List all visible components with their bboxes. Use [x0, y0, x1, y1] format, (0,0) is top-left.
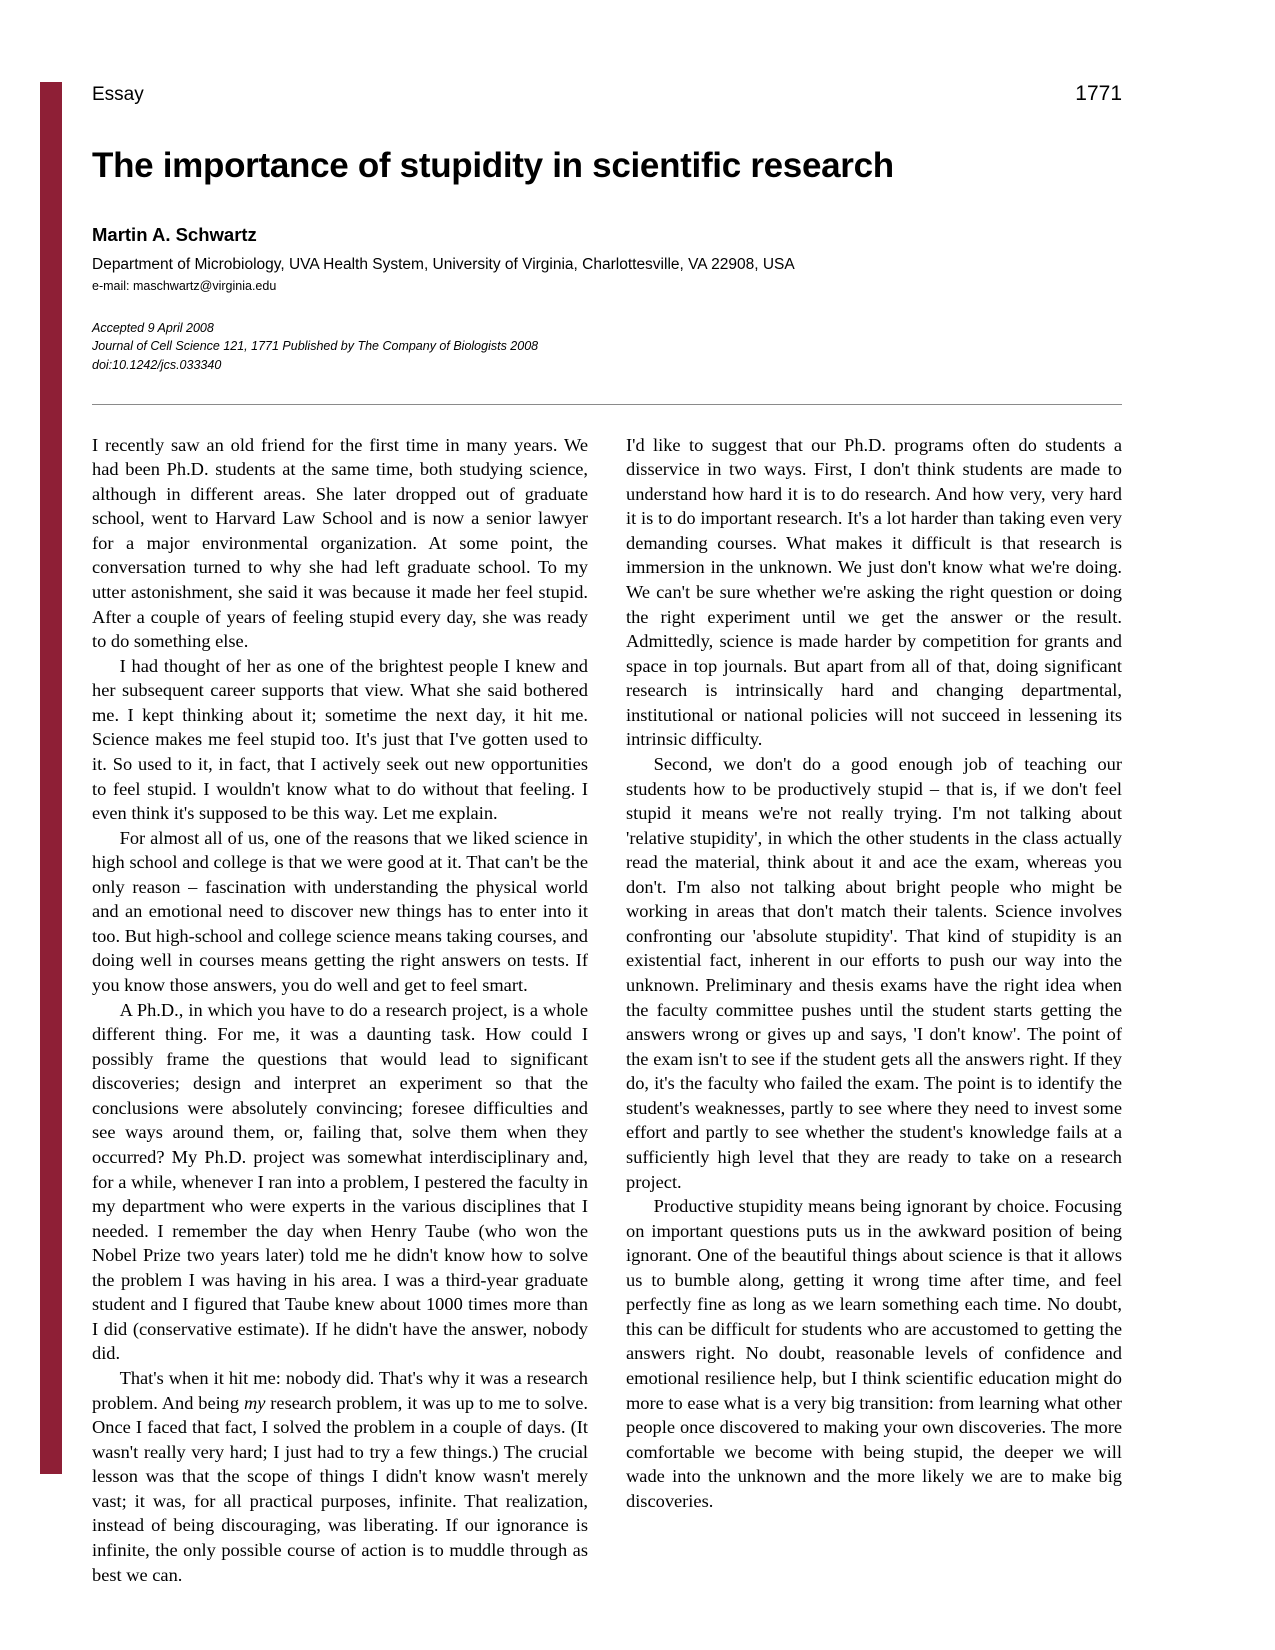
- running-head: [92, 82, 1122, 108]
- header-divider: [92, 404, 1122, 405]
- paragraph: I recently saw an old friend for the first time in many years. We had been Ph.D. students at the same time, both studying science, although in different areas. She later dropped out of graduate school, went to Harvard Law School and is now a senior lawyer for a major environmental organization. At some point, the conversation turned to why she had left graduate school. To my utter astonishment, she said it was because it made her feel stupid. After a couple of years of feeling stupid every day, she was ready to do something else.: [92, 434, 588, 652]
- accepted-date: Accepted 9 April 2008: [92, 321, 214, 336]
- page-title: The importance of stupidity in scientific research: [92, 146, 894, 185]
- paragraph: I had thought of her as one of the brightest people I knew and her subsequent career supports that view. What she said bothered me. I kept thinking about it; sometime the next day, it hit me. Science makes me feel stupid too. It's just that I've gotten used to it. So used to it, in fact, that I actively seek out new opportunities to feel stupid. I wouldn't know what to do without that feeling. I even think it's supposed to be this way. Let me explain.: [92, 655, 588, 824]
- paragraph: For almost all of us, one of the reasons that we liked science in high school and college is that we were good at it. That can't be the only reason – fascination with understanding the physical world and an emotional need to discover new things has to enter into it too. But high-school and college science means taking courses, and doing well in courses means getting the right answers on tests. If you know those answers, you do well and get to feel smart.: [92, 827, 588, 995]
- paragraph: That's when it hit me: nobody did. That's why it was a research problem. And being my research problem, it was up to me to solve. Once I faced that fact, I solved the problem in a couple of days. (It wasn't really very hard; I just had to try a few things.) The crucial lesson was that the scope of things I didn't know wasn't merely vast; it was, for all practical purposes, infinite. That realization, instead of being discouraging, was liberating. If our ignorance is infinite, the only possible course of action is to muddle through as best we can.: [92, 1368, 588, 1585]
- section-label: Essay: [92, 84, 144, 105]
- journal-spine-label-container: [40, 660, 93, 1320]
- paragraph: I'd like to suggest that our Ph.D. programs often do students a disservice in two ways. First, I don't think students are made to understand how hard it is to do research. And how very, very hard it is to do important research. It's a lot harder than taking even very demanding courses. What makes it difficult is that research is immersion in the unknown. We just don't know what we're doing. We can't be sure whether we're asking the right question or doing the right experiment until we get the answer or the result. Admittedly, science is made harder by competition for grants and space in top journals. But apart from all of that, doing significant research is intrinsically hard and changing departmental, institutional or national policies will not succeed in lessening its intrinsic difficulty.: [626, 434, 1122, 750]
- author-name: Martin A. Schwartz: [92, 224, 257, 246]
- page-folio: 1771: [1075, 82, 1122, 105]
- right-column: [626, 433, 1122, 1587]
- paragraph: Second, we don't do a good enough job of teaching our students how to be productively stupid – that is, if we don't feel stupid it means we're not really trying. I'm not talking about 'relative stupidity', in which the other students in the class actually read the material, think about it and ace the exam, whereas you don't. I'm also not talking about bright people who might be working in areas that don't match their talents. Science involves confronting our 'absolute stupidity'. That kind of stupidity is an existential fact, inherent in our efforts to push our way into the unknown. Preliminary and thesis exams have the right idea when the faculty committee pushes until the student starts getting the answers wrong or gives up and says, 'I don't know'. The point of the exam isn't to see if the student gets all the answers right. If they do, it's the faculty who failed the exam. The point is to identify the student's weaknesses, partly to see where they need to invest some effort and partly to see whether the student's knowledge fails at a sufficiently high level that they are ready to take on a research project.: [626, 753, 1122, 1192]
- publication-info: [92, 319, 1122, 373]
- journal-name-vertical: Journal of Cell Science: [72, 1121, 93, 1320]
- paragraph: A Ph.D., in which you have to do a research project, is a whole different thing. For me, it was a daunting task. How could I possibly frame the questions that would lead to significant discoveries; design and interpret an experiment so that the conclusions were absolutely convincing; foresee difficulties and see ways around them, or, failing that, solve them when they occurred? My Ph.D. project was somewhat interdisciplinary and, for a while, whenever I ran into a problem, I pestered the faculty in my department who were experts in the various disciplines that I needed. I remember the day when Henry Taube (who won the Nobel Prize two years later) told me he didn't know how to solve the problem I was having in his area. I was a third-year graduate student and I figured that Taube knew about 1000 times more than I did (conservative estimate). If he didn't have the answer, nobody did.: [92, 999, 588, 1364]
- author-email: e-mail: maschwartz@virginia.edu: [92, 279, 277, 294]
- doi: doi:10.1242/jcs.033340: [92, 357, 222, 372]
- author-affiliation: Department of Microbiology, UVA Health System, University of Virginia, Charlottesville, VA 22908, USA: [92, 256, 795, 274]
- article-content: [92, 82, 1122, 1587]
- paragraph: Productive stupidity means being ignorant by choice. Focusing on important questions puts us in the awkward position of being ignorant. One of the beautiful things about science is that it allows us to bumble along, getting it wrong time after time, and feel perfectly fine as long as we learn something each time. No doubt, this can be difficult for students who are accustomed to getting the answers right. No doubt, reasonable levels of confidence and emotional resilience help, but I think scientific education might do more to ease what is a very big transition: from learning what other people once discovered to making your own discoveries. The more comfortable we become with being stupid, the deeper we will wade into the unknown and the more likely we are to make big discoveries.: [626, 1196, 1122, 1511]
- journal-citation: Journal of Cell Science 121, 1771 Published by The Company of Biologists 2008: [92, 339, 539, 354]
- left-column: [92, 433, 588, 1587]
- body-columns: [92, 433, 1122, 1587]
